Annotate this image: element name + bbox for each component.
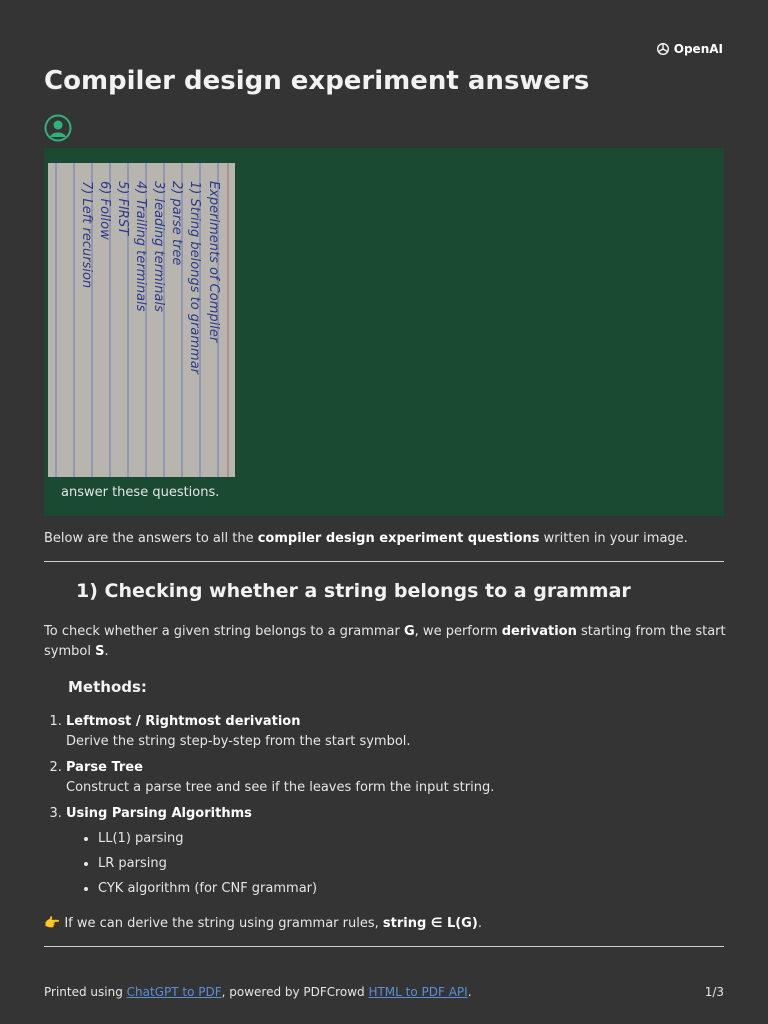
- user-message-text: answer these questions.: [61, 485, 220, 500]
- method-description: Construct a parse tree and see if the leaves form the input string.: [66, 780, 495, 795]
- user-avatar-icon: [44, 114, 72, 142]
- methods-list: [44, 712, 746, 905]
- methods-heading: Methods:: [68, 678, 147, 696]
- photo-line-1: 1) String belongs to grammar: [187, 181, 202, 375]
- parsing-algorithms-list: [66, 829, 746, 899]
- section-1-paragraph: [44, 622, 734, 662]
- sub-list-item: • LR parsing: [98, 854, 746, 874]
- conclusion-bold: string ∈ L(G): [382, 916, 478, 931]
- chatgpt-to-pdf-link[interactable]: ChatGPT to PDF: [126, 985, 222, 999]
- para-bold-1: G: [404, 624, 415, 639]
- footer-text-3: .: [467, 985, 472, 999]
- method-title: 1. Leftmost / Rightmost derivation: [66, 714, 301, 729]
- openai-icon: [655, 41, 671, 57]
- intro-text-before: Below are the answers to all the: [44, 531, 258, 546]
- intro-text-after: written in your image.: [539, 531, 688, 546]
- sub-list-item: • CYK algorithm (for CNF grammar): [98, 879, 746, 899]
- divider-top: [44, 561, 724, 562]
- footer: [44, 985, 724, 999]
- user-message-block: [44, 148, 724, 516]
- pointing-hand-icon: 👉: [44, 916, 61, 931]
- para-bold-2: derivation: [501, 624, 577, 639]
- para-text-2: , we perform: [414, 624, 502, 639]
- method-title: 2. Parse Tree: [66, 760, 143, 775]
- conclusion-end: .: [477, 916, 482, 931]
- conclusion: [44, 914, 734, 934]
- intro-paragraph: [44, 530, 734, 548]
- html-to-pdf-api-link[interactable]: HTML to PDF API: [368, 985, 468, 999]
- conclusion-text: If we can derive the string using grammar rules,: [60, 916, 383, 931]
- photo-line-4: 4) Trailing terminals: [133, 181, 148, 312]
- photo-line-0: Experiments of Compiler: [206, 181, 221, 343]
- photo-line-2: 2) parse tree: [169, 181, 184, 266]
- footer-text-2: , powered by PDFCrowd: [221, 985, 369, 999]
- openai-logo: [655, 41, 723, 57]
- handwritten-notes-photo[interactable]: [48, 163, 235, 477]
- section-1-title: 1) Checking whether a string belongs to a grammar: [76, 580, 631, 602]
- page-number: 1/3: [704, 985, 724, 999]
- method-item: [66, 712, 746, 752]
- page-title: Compiler design experiment answers: [44, 66, 590, 96]
- openai-brand-label: OpenAI: [673, 42, 723, 56]
- footer-text-1: Printed using: [44, 985, 127, 999]
- para-text-4: .: [104, 644, 109, 659]
- para-bold-3: S: [95, 644, 105, 659]
- divider-bottom: [44, 946, 724, 947]
- photo-line-7: 7) Left recursion: [79, 181, 94, 289]
- photo-line-6: 6) Follow: [97, 181, 112, 240]
- method-title: 3. Using Parsing Algorithms: [66, 806, 252, 821]
- method-item: [66, 804, 746, 899]
- method-item: [66, 758, 746, 798]
- photo-line-5: 5) FIRST: [115, 181, 130, 236]
- para-text-1: To check whether a given string belongs to a grammar: [44, 624, 404, 639]
- sub-list-item: • LL(1) parsing: [98, 829, 746, 849]
- intro-bold: compiler design experiment questions: [257, 531, 540, 546]
- photo-image: [48, 163, 235, 477]
- photo-line-3: 3) leading terminals: [151, 181, 166, 312]
- para-text-3: starting from the start symbol: [44, 624, 726, 659]
- method-description: Derive the string step-by-step from the start symbol.: [66, 734, 411, 749]
